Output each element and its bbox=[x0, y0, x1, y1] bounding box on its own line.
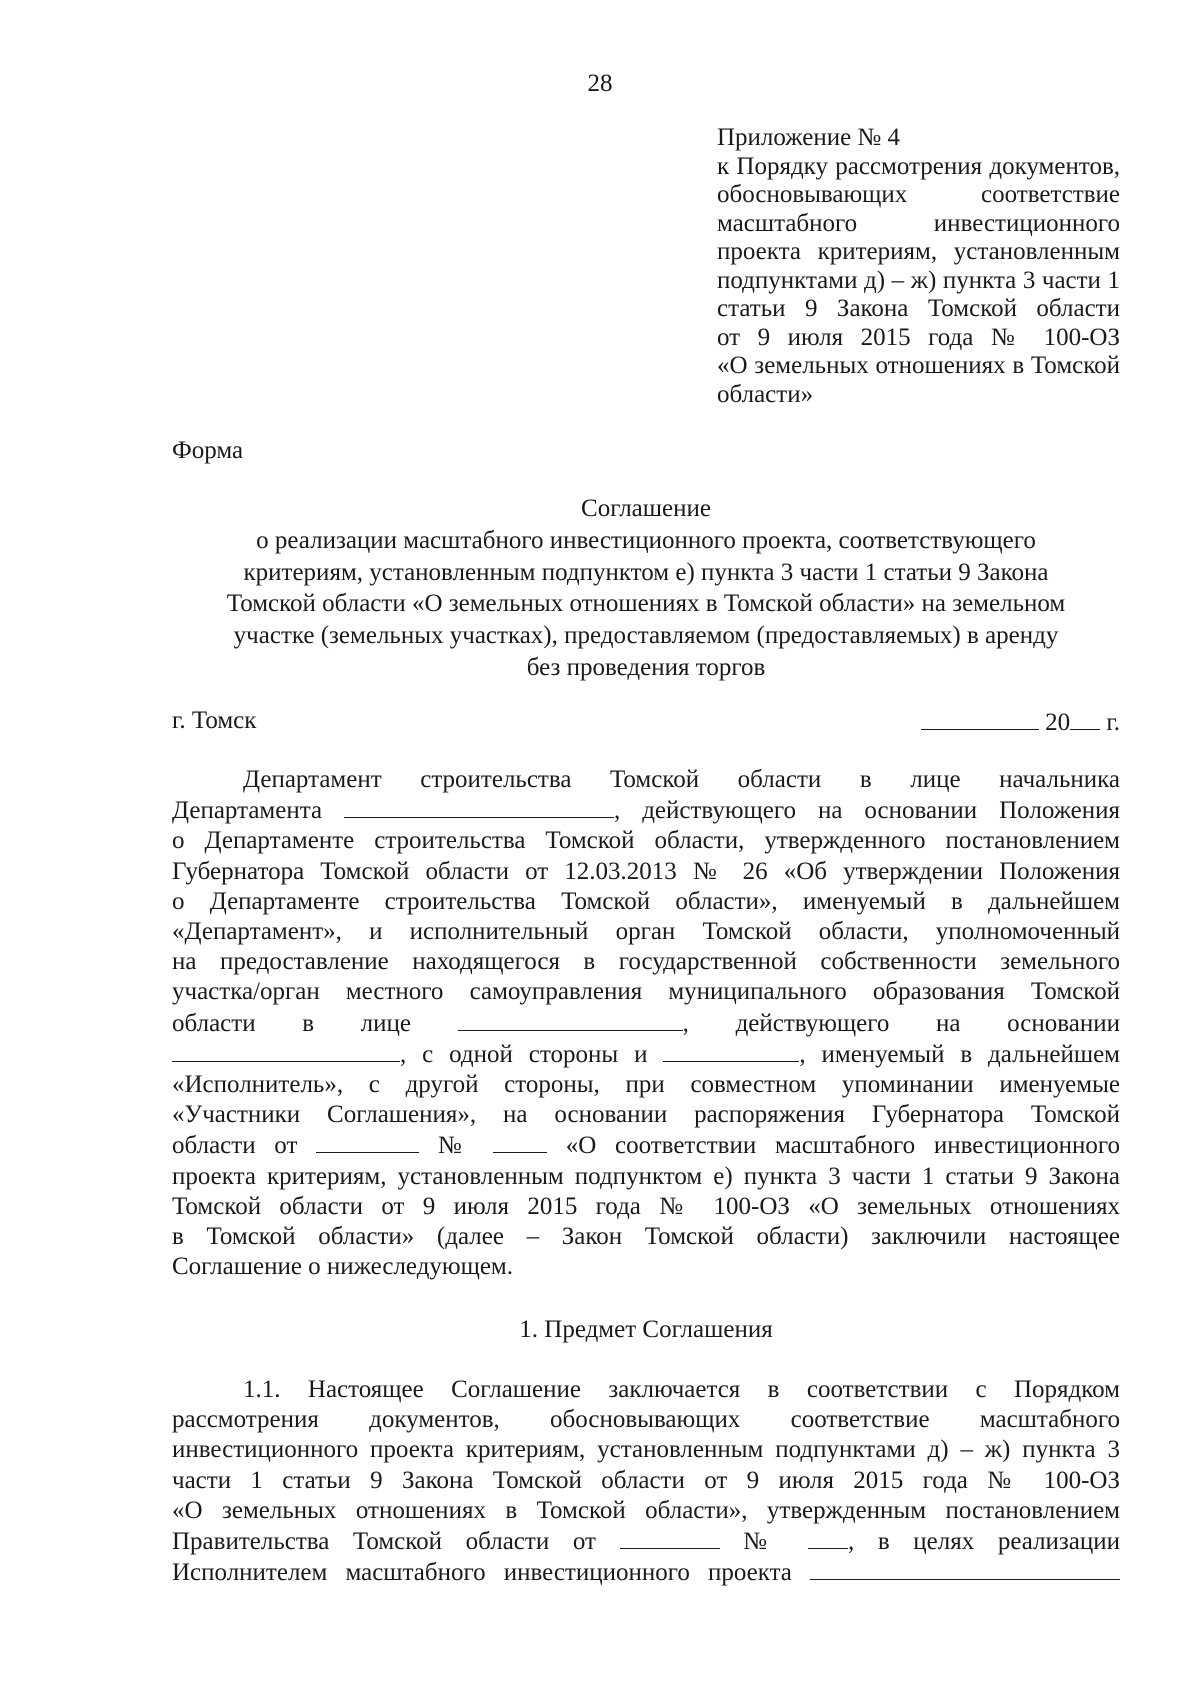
text-fragment: Исполнителем масштабного инвестиционного проекта bbox=[172, 1559, 792, 1587]
order-number-blank[interactable] bbox=[493, 1130, 547, 1153]
text-line: 1.1. Настоящее Соглашение заключается в соответствии с Порядком bbox=[243, 1376, 1120, 1403]
text-line: в Томской области» (далее – Закон Томской области) заключили настоящее bbox=[172, 1223, 1120, 1251]
appendix-line: области» bbox=[717, 380, 814, 408]
title-line: без проведения торгов bbox=[526, 653, 766, 681]
text-line: участка/орган местного самоуправления муниципального образования Томской bbox=[172, 978, 1120, 1006]
text-line: инвестиционного проекта критериям, установленным подпунктами д) – ж) пункта 3 bbox=[172, 1436, 1120, 1464]
text-line bbox=[172, 795, 1120, 826]
appendix-line: проекта критериям, установленным bbox=[717, 238, 1120, 265]
text-line: Департамент строительства Томской области в лице начальника bbox=[243, 766, 1120, 793]
date-year-prefix: 20 bbox=[1045, 709, 1071, 736]
text-line: «Департамент», и исполнительный орган Томской области, уполномоченный bbox=[172, 918, 1120, 946]
resolution-date-blank[interactable] bbox=[620, 1526, 720, 1549]
appendix-header bbox=[717, 124, 1120, 409]
appendix-line: к Порядку рассмотрения документов, bbox=[717, 152, 1120, 180]
appendix-line: статьи 9 Закона Томской области bbox=[717, 295, 1120, 322]
preamble-paragraph bbox=[172, 765, 1120, 1282]
appendix-line: масштабного инвестиционного bbox=[717, 209, 1120, 237]
text-line: части 1 статьи 9 Закона Томской области от 9 июля 2015 года № 100-ОЗ bbox=[172, 1466, 1120, 1494]
clause-1-1 bbox=[172, 1375, 1120, 1588]
appendix-line: «О земельных отношениях в Томской bbox=[717, 352, 1120, 379]
place: г. Томск bbox=[172, 707, 257, 734]
text-line: рассмотрения документов, обосновывающих соответствие масштабного bbox=[172, 1406, 1120, 1434]
appendix-line: подпунктами д) – ж) пункта 3 части 1 bbox=[717, 266, 1120, 294]
text-line: о Департаменте строительства Томской области», именуемый в дальнейшем bbox=[172, 887, 1120, 915]
form-label: Форма bbox=[172, 437, 244, 464]
text-fragment: № bbox=[437, 1132, 475, 1160]
executive-body-blank[interactable] bbox=[458, 1008, 683, 1031]
section-heading: 1. Предмет Соглашения bbox=[519, 1316, 773, 1343]
text-fragment: , в целях реализации bbox=[848, 1528, 1121, 1556]
project-name-blank[interactable] bbox=[810, 1557, 1120, 1580]
appendix-line: от 9 июля 2015 года № 100-ОЗ bbox=[717, 323, 1120, 351]
text-line bbox=[172, 1130, 1120, 1161]
resolution-number-blank[interactable] bbox=[808, 1526, 848, 1549]
title-line: участке (земельных участках), предоставляемом (предоставляемых) в аренду bbox=[233, 622, 1059, 650]
text-fragment: области в лице bbox=[172, 1009, 412, 1037]
text-line: Губернатора Томской области от 12.03.2013 № 26 «Об утверждении Положения bbox=[172, 857, 1120, 885]
date-field bbox=[921, 707, 1120, 737]
text-line bbox=[172, 1526, 1120, 1557]
text-fragment: , действующего на основании bbox=[682, 1009, 1120, 1037]
text-line bbox=[172, 1557, 1120, 1588]
text-line: «О земельных отношениях в Томской области», утвержденным постановлением bbox=[172, 1496, 1120, 1524]
basis-blank[interactable] bbox=[172, 1039, 400, 1062]
appendix-line: обосновывающих соответствие bbox=[717, 181, 1120, 208]
title-line: Томской области «О земельных отношениях в Томской области» на земельном bbox=[226, 590, 1066, 618]
text-fragment: Департамента bbox=[172, 797, 323, 825]
text-line: Соглашение о нижеследующем. bbox=[172, 1253, 514, 1281]
text-line: «Исполнитель», с другой стороны, при совместном упоминании именуемые bbox=[172, 1071, 1120, 1099]
text-line bbox=[172, 1008, 1120, 1039]
title-line: критериям, установленным подпунктом е) пункта 3 части 1 статьи 9 Закона bbox=[243, 558, 1049, 586]
date-suffix: г. bbox=[1106, 709, 1120, 736]
text-fragment: , именуемый в дальнейшем bbox=[799, 1040, 1120, 1068]
text-line: проекта критериям, установленным подпунктом е) пункта 3 части 1 статьи 9 Закона bbox=[172, 1162, 1120, 1190]
text-fragment: , с одной стороны и bbox=[400, 1040, 648, 1068]
title-line: о реализации масштабного инвестиционного проекта, соответствующего bbox=[256, 526, 1036, 554]
text-fragment: «О соответствии масштабного инвестиционного bbox=[565, 1132, 1121, 1160]
executor-blank[interactable] bbox=[663, 1039, 799, 1062]
text-fragment: , действующего на основании Положения bbox=[614, 797, 1121, 825]
text-fragment: области от bbox=[172, 1132, 298, 1160]
text-line bbox=[172, 1039, 1120, 1070]
text-line: на предоставление находящегося в государственной собственности земельного bbox=[172, 948, 1120, 976]
text-fragment: Правительства Томской области от bbox=[172, 1528, 596, 1556]
page-number: 28 bbox=[587, 70, 613, 97]
text-line: о Департаменте строительства Томской области, утвержденного постановлением bbox=[172, 827, 1120, 855]
date-blank[interactable] bbox=[921, 707, 1039, 730]
year-blank[interactable] bbox=[1070, 707, 1100, 730]
appendix-line: Приложение № 4 bbox=[717, 124, 901, 151]
text-line: Томской области от 9 июля 2015 года № 100-ОЗ «О земельных отношениях bbox=[172, 1192, 1120, 1220]
text-fragment: № bbox=[743, 1528, 785, 1556]
order-date-blank[interactable] bbox=[316, 1130, 419, 1153]
text-line: «Участники Соглашения», на основании распоряжения Губернатора Томской bbox=[172, 1101, 1120, 1129]
head-name-blank[interactable] bbox=[344, 795, 614, 818]
document-title bbox=[172, 493, 1120, 684]
title-heading: Соглашение bbox=[581, 495, 711, 522]
